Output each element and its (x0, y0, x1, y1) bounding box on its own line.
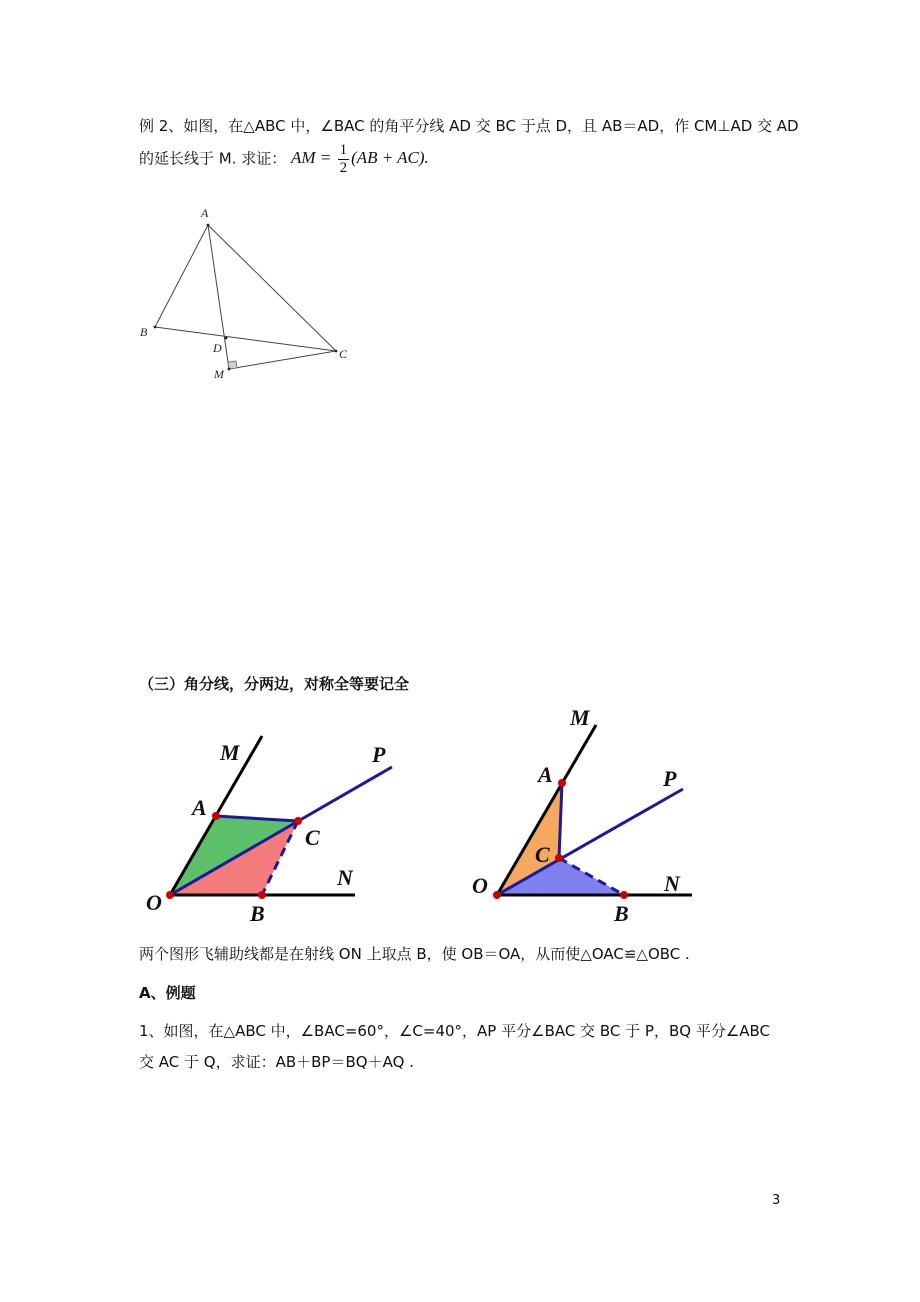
label-m: M (220, 740, 240, 765)
label-d: D (213, 341, 222, 355)
label-p: P (663, 766, 677, 791)
label-b: B (250, 901, 265, 926)
explanation-text: 两个图形飞辅助线都是在射线 ON 上取点 B，使 OB＝OA，从而使△OAC≌△OBC . (139, 945, 690, 963)
label-p: P (372, 742, 386, 767)
label-b: B (614, 901, 629, 926)
formula-lhs: AM = (291, 148, 332, 168)
label-n: N (337, 865, 353, 890)
problem1-line1: 1、如图，在△ABC 中，∠BAC=60°，∠C=40°，AP 平分∠BAC 交 BC 于 P，BQ 平分∠ABC (139, 1022, 771, 1040)
label-o: O (146, 890, 162, 915)
example2-line2-prefix: 的延长线于 M. 求证： (139, 149, 287, 168)
label-c: C (339, 347, 348, 361)
label-a: A (192, 795, 207, 820)
point-c (555, 854, 563, 862)
label-n: N (664, 871, 680, 896)
formula-rhs: (AB + AC) (351, 148, 425, 168)
label-o: O (472, 873, 488, 898)
example2-line1: 例 2、如图，在△ABC 中，∠BAC 的角平分线 AD 交 BC 于点 D，且 AB＝AD，作 CM⊥AD 交 AD (139, 117, 799, 135)
subsection-a-title: A、例题 (139, 984, 196, 1002)
point-a (558, 779, 566, 787)
problem1-line2: 交 AC 于 Q，求证：AB＋BP＝BQ＋AQ . (139, 1053, 414, 1071)
point-o (493, 891, 501, 899)
label-m: M (570, 705, 590, 730)
label-b: B (140, 325, 148, 339)
formula-denominator: 2 (339, 160, 348, 176)
page-number: 3 (772, 1193, 781, 1208)
label-a: A (201, 206, 209, 220)
label-m: M (214, 367, 224, 381)
section3-title: （三）角分线，分两边，对称全等要记全 (139, 675, 410, 693)
label-c: C (535, 842, 550, 867)
label-c: C (305, 825, 320, 850)
point-b (620, 891, 628, 899)
formula-numerator: 1 (339, 142, 348, 158)
formula-end: . (424, 148, 429, 168)
label-a: A (538, 762, 553, 787)
